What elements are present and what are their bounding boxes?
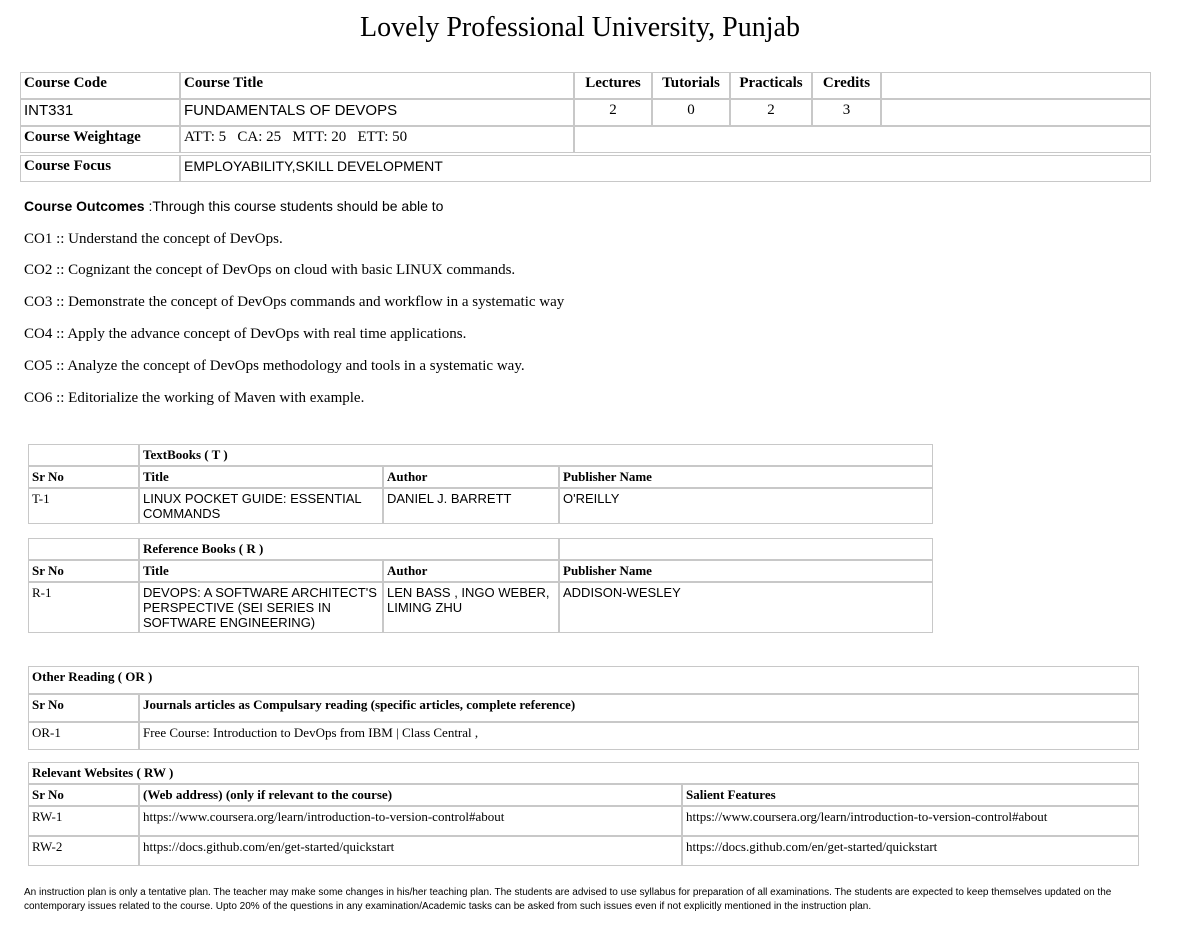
empty-cell xyxy=(881,99,1151,126)
credits-value: 3 xyxy=(812,99,881,126)
textbooks-table xyxy=(28,444,933,524)
textbook-sr: T-1 xyxy=(28,488,139,524)
reference-books-table xyxy=(28,538,933,633)
col-sr-no: Sr No xyxy=(28,560,139,582)
course-outcome-item: CO5 :: Analyze the concept of DevOps methodology and tools in a systematic way. xyxy=(24,358,525,374)
website-features[interactable]: https://www.coursera.org/learn/introduction-to-version-control#about xyxy=(682,806,1139,836)
course-details-table xyxy=(20,72,1151,182)
header-course-title: Course Title xyxy=(180,72,574,99)
col-web-address: (Web address) (only if relevant to the course) xyxy=(139,784,682,806)
outcomes-intro: :Through this course students should be able to xyxy=(144,198,444,214)
course-code: INT331 xyxy=(20,99,180,126)
reference-sr: R-1 xyxy=(28,582,139,633)
header-lectures: Lectures xyxy=(574,72,652,99)
col-sr-no: Sr No xyxy=(28,694,139,722)
col-title: Title xyxy=(139,466,383,488)
weightage-empty xyxy=(574,126,1151,153)
header-credits: Credits xyxy=(812,72,881,99)
website-sr: RW-2 xyxy=(28,836,139,866)
course-title: FUNDAMENTALS OF DEVOPS xyxy=(180,99,574,126)
reference-title: DEVOPS: A SOFTWARE ARCHITECT'S PERSPECTIVE (SEI SERIES IN SOFTWARE ENGINEERING) xyxy=(139,582,383,633)
weightage-value: ATT: 5 CA: 25 MTT: 20 ETT: 50 xyxy=(180,126,574,153)
website-features[interactable]: https://docs.github.com/en/get-started/quickstart xyxy=(682,836,1139,866)
footer-note: An instruction plan is only a tentative plan. The teacher may make some changes in his/her teaching plan. The students are advised to use syllabus for preparation of all examinations. The students are expected to keep themselves updated on the contemporary issues related to the course. Upto 20% of the questions in any examination/Academic tasks can be asked from such issues even if not explicitly mentioned in the instruction plan. xyxy=(24,887,1112,912)
course-outcome-item: CO3 :: Demonstrate the concept of DevOps commands and workflow in a systematic way xyxy=(24,294,565,310)
weightage-label: Course Weightage xyxy=(20,126,180,153)
other-reading-text: Free Course: Introduction to DevOps from IBM | Class Central , xyxy=(139,722,1139,750)
header-practicals: Practicals xyxy=(730,72,812,99)
page-title: Lovely Professional University, Punjab xyxy=(360,12,800,43)
other-reading-heading: Other Reading ( OR ) xyxy=(28,666,1139,694)
relevant-websites-table xyxy=(28,762,1139,866)
relevant-websites-heading: Relevant Websites ( RW ) xyxy=(28,762,1139,784)
other-reading-table xyxy=(28,666,1139,750)
col-author: Author xyxy=(383,466,559,488)
col-publisher: Publisher Name xyxy=(559,560,933,582)
header-empty xyxy=(881,72,1151,99)
textbook-author: DANIEL J. BARRETT xyxy=(383,488,559,524)
course-outcome-item: CO1 :: Understand the concept of DevOps. xyxy=(24,231,283,247)
course-outcome-item: CO4 :: Apply the advance concept of DevOps with real time applications. xyxy=(24,326,467,342)
outcomes-label: Course Outcomes xyxy=(24,198,145,214)
col-publisher: Publisher Name xyxy=(559,466,933,488)
col-title: Title xyxy=(139,560,383,582)
col-salient-features: Salient Features xyxy=(682,784,1139,806)
textbook-publisher: O'REILLY xyxy=(559,488,933,524)
course-outcome-item: CO6 :: Editorialize the working of Maven with example. xyxy=(24,390,365,406)
focus-label: Course Focus xyxy=(20,155,180,182)
tutorials-value: 0 xyxy=(652,99,730,126)
website-url[interactable]: https://docs.github.com/en/get-started/quickstart xyxy=(139,836,682,866)
focus-value: EMPLOYABILITY,SKILL DEVELOPMENT xyxy=(180,155,1151,182)
course-outcome-item: CO2 :: Cognizant the concept of DevOps on cloud with basic LINUX commands. xyxy=(24,262,516,278)
textbooks-heading: TextBooks ( T ) xyxy=(139,444,933,466)
textbook-title: LINUX POCKET GUIDE: ESSENTIAL COMMANDS xyxy=(139,488,383,524)
practicals-value: 2 xyxy=(730,99,812,126)
col-author: Author xyxy=(383,560,559,582)
reference-author: LEN BASS , INGO WEBER, LIMING ZHU xyxy=(383,582,559,633)
website-url[interactable]: https://www.coursera.org/learn/introduction-to-version-control#about xyxy=(139,806,682,836)
reference-publisher: ADDISON-WESLEY xyxy=(559,582,933,633)
header-tutorials: Tutorials xyxy=(652,72,730,99)
header-course-code: Course Code xyxy=(20,72,180,99)
lectures-value: 2 xyxy=(574,99,652,126)
website-sr: RW-1 xyxy=(28,806,139,836)
col-journals: Journals articles as Compulsary reading (specific articles, complete reference) xyxy=(139,694,1139,722)
reference-books-heading: Reference Books ( R ) xyxy=(139,538,559,560)
course-outcomes-heading xyxy=(24,198,443,214)
col-sr-no: Sr No xyxy=(28,466,139,488)
col-sr-no: Sr No xyxy=(28,784,139,806)
other-reading-sr: OR-1 xyxy=(28,722,139,750)
